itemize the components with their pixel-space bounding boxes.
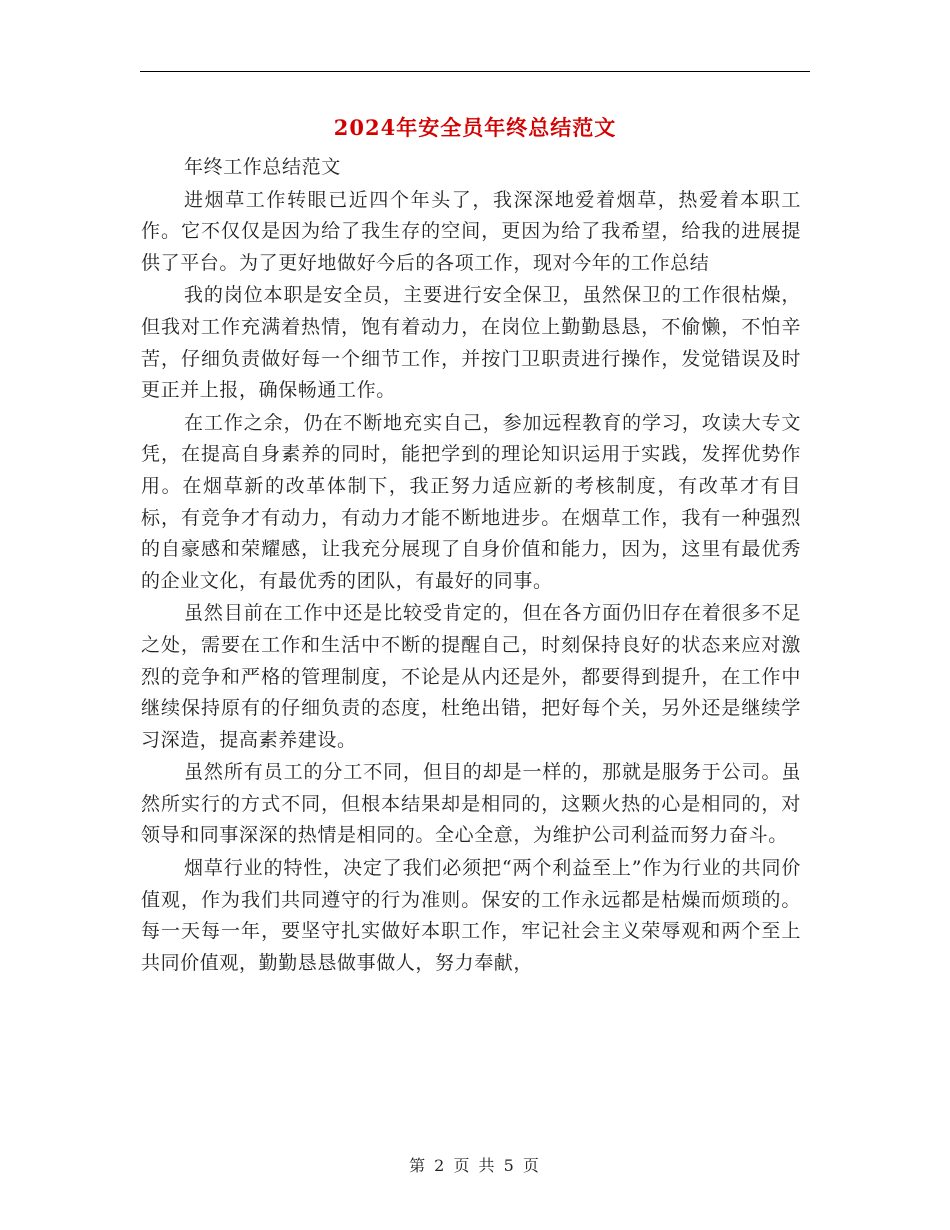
section-heading: 年终工作总结范文 <box>184 156 341 178</box>
paragraph-study: 在工作之余，仍在不断地充实自己，参加远程教育的学习，攻读大专文凭，在提高自身素养的同时，能把学到的理论知识运用于实践，发挥优势作用。在烟草新的改革体制下，我正努力适应新的考核制度，有改革才有目标，有竞争才有动力，有动力才能不断地进步。在烟草工作，我有一种强烈的自豪感和荣耀感，让我充分展现了自身价值和能力，因为，这里有最优秀的企业文化，有最优秀的团队，有最好的同事。 <box>141 411 801 592</box>
document-body <box>141 152 801 979</box>
document-title: 2024年安全员年终总结范文 <box>333 115 617 140</box>
paragraph-values: 烟草行业的特性，决定了我们必须把“两个利益至上”作为行业的共同价值观，作为我们共同遵守的行为准则。保安的工作永远都是枯燥而烦琐的。每一天每一年，要坚守扎实做好本职工作，牢记社会主义荣辱观和两个至上共同价值观，勤勤恳恳做事做人，努力奉献， <box>141 857 801 974</box>
paragraph-intro: 进烟草工作转眼已近四个年头了，我深深地爱着烟草，热爱着本职工作。它不仅仅是因为给了我生存的空间，更因为给了我希望，给我的进展提供了平台。为了更好地做好今后的各项工作，现对今年的工作总结 <box>141 188 801 274</box>
page-number-footer: 第 2 页 共 5 页 <box>409 1156 541 1175</box>
paragraph-shortcomings: 虽然目前在工作中还是比较受肯定的，但在各方面仍旧存在着很多不足之处，需要在工作和生活中不断的提醒自己，时刻保持良好的状态来应对激烈的竞争和严格的管理制度，不论是从内还是外，都要得到提升，在工作中继续保持原有的仔细负责的态度，杜绝出错，把好每个关，另外还是继续学习深造，提高素养建设。 <box>141 602 801 751</box>
paragraph-teamwork: 虽然所有员工的分工不同，但目的却是一样的，那就是服务于公司。虽然所实行的方式不同，但根本结果却是相同的，这颗火热的心是相同的，对领导和同事深深的热情是相同的。全心全意，为维护公司利益而努力奋斗。 <box>141 761 801 847</box>
paragraph-position: 我的岗位本职是安全员，主要进行安全保卫，虽然保卫的工作很枯燥，但我对工作充满着热情，饱有着动力，在岗位上勤勤恳恳，不偷懒，不怕辛苦，仔细负责做好每一个细节工作，并按门卫职责进行操作，发觉错误及时更正并上报，确保畅通工作。 <box>141 284 801 402</box>
header-rule <box>140 71 810 72</box>
